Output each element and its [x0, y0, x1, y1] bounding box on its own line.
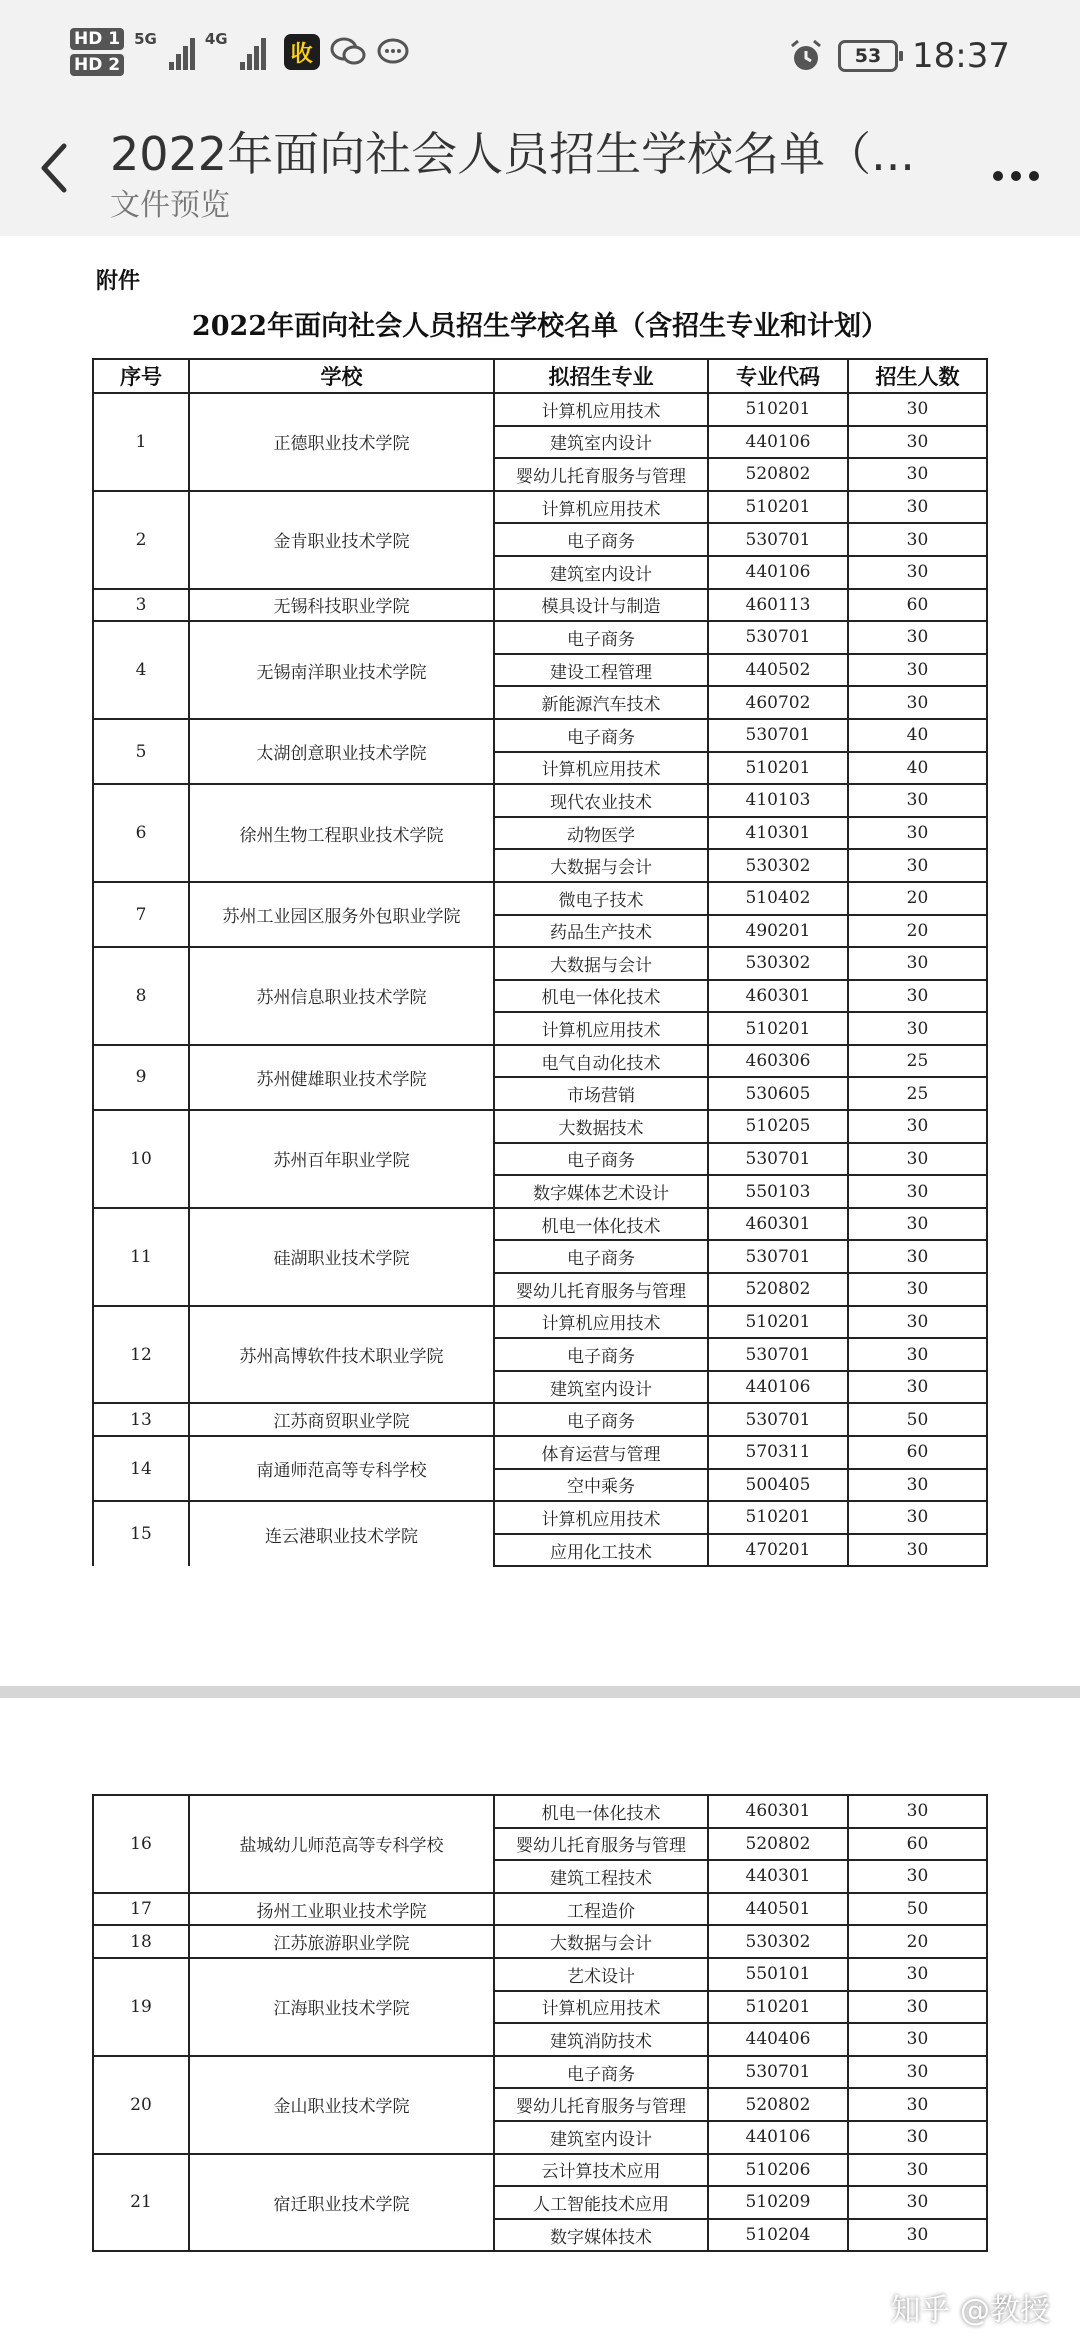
- cell-major: 建筑室内设计: [494, 2121, 708, 2154]
- cell-major: 电子商务: [494, 621, 708, 654]
- cell-major: 计算机应用技术: [494, 1306, 708, 1339]
- table-row: [93, 947, 987, 980]
- cell-count: 30: [848, 2121, 987, 2154]
- hd1-badge: HD 1: [70, 28, 124, 50]
- cell-count: 30: [848, 621, 987, 654]
- cell-school: 徐州生物工程职业技术学院: [189, 784, 494, 882]
- table-row: [93, 589, 987, 622]
- cell-school: 江苏旅游职业学院: [189, 1925, 494, 1958]
- header-school: 学校: [189, 359, 494, 393]
- cell-count: 30: [848, 1273, 987, 1306]
- cell-major: 电子商务: [494, 1143, 708, 1176]
- alarm-icon: [788, 38, 824, 74]
- signal-icon: [240, 34, 266, 70]
- table-row: [93, 784, 987, 817]
- cell-major: 电子商务: [494, 523, 708, 556]
- page-title: 2022年面向社会人员招生学校名单（...: [110, 127, 915, 181]
- cell-school: 扬州工业职业技术学院: [189, 1893, 494, 1926]
- cell-count: 50: [848, 1403, 987, 1436]
- cell-count: 30: [848, 1012, 987, 1045]
- cell-major: 新能源汽车技术: [494, 686, 708, 719]
- cell-code: 510201: [708, 1306, 848, 1339]
- cell-school: 苏州信息职业技术学院: [189, 947, 494, 1045]
- table-header: [93, 359, 987, 393]
- cell-code: 510206: [708, 2154, 848, 2187]
- cell-code: 530701: [708, 2056, 848, 2089]
- cell-count: 40: [848, 752, 987, 785]
- cell-school: 硅湖职业技术学院: [189, 1208, 494, 1306]
- cell-major: 婴幼儿托育服务与管理: [494, 458, 708, 491]
- signal-icon: [169, 34, 195, 70]
- cell-school: 江苏商贸职业学院: [189, 1403, 494, 1436]
- header-count: 招生人数: [848, 359, 987, 393]
- cell-count: 30: [848, 947, 987, 980]
- cell-major: 电子商务: [494, 1240, 708, 1273]
- cell-code: 520802: [708, 1828, 848, 1861]
- cell-code: 550103: [708, 1175, 848, 1208]
- cell-code: 460702: [708, 686, 848, 719]
- cell-major: 建筑工程技术: [494, 1860, 708, 1893]
- cell-major: 微电子技术: [494, 882, 708, 915]
- notification-app-icon: 收: [284, 34, 320, 70]
- cell-count: 30: [848, 2219, 987, 2252]
- cell-count: 30: [848, 1501, 987, 1534]
- table-row: [93, 1403, 987, 1436]
- clock: 18:37: [912, 36, 1010, 76]
- cell-major: 云计算技术应用: [494, 2154, 708, 2187]
- cell-count: 30: [848, 458, 987, 491]
- cell-code: 530302: [708, 947, 848, 980]
- cell-no: 13: [93, 1403, 189, 1436]
- cell-code: 460301: [708, 980, 848, 1013]
- cell-major: 计算机应用技术: [494, 491, 708, 524]
- cell-code: 410103: [708, 784, 848, 817]
- cell-major: 药品生产技术: [494, 915, 708, 948]
- cell-major: 模具设计与制造: [494, 589, 708, 622]
- cell-no: 19: [93, 1958, 189, 2056]
- cell-school: 盐城幼儿师范高等专科学校: [189, 1795, 494, 1893]
- more-icon[interactable]: [988, 156, 1044, 196]
- table-row: [93, 1208, 987, 1241]
- cell-major: 大数据与会计: [494, 947, 708, 980]
- cell-count: 30: [848, 556, 987, 589]
- cell-school: 正德职业技术学院: [189, 393, 494, 491]
- cell-count: 30: [848, 393, 987, 426]
- cell-count: 30: [848, 2088, 987, 2121]
- cell-count: 30: [848, 1469, 987, 1502]
- table-row: [93, 621, 987, 654]
- cell-no: 20: [93, 2056, 189, 2154]
- cell-count: 30: [848, 1371, 987, 1404]
- cell-school: 连云港职业技术学院: [189, 1501, 494, 1566]
- table-row: [93, 1501, 987, 1534]
- table-row: [93, 1306, 987, 1339]
- table-row: [93, 393, 987, 426]
- school-table-continued: [92, 1794, 988, 2252]
- school-table: [92, 358, 988, 1567]
- document-page-2[interactable]: [0, 1698, 1080, 2340]
- cell-code: 530701: [708, 1143, 848, 1176]
- wechat-icon: [330, 36, 366, 68]
- table-row: [93, 1045, 987, 1078]
- battery-indicator: 53: [838, 40, 898, 72]
- cell-major: 大数据技术: [494, 1110, 708, 1143]
- cell-count: 30: [848, 1534, 987, 1567]
- cell-major: 工程造价: [494, 1893, 708, 1926]
- cell-code: 530605: [708, 1077, 848, 1110]
- cell-code: 460301: [708, 1208, 848, 1241]
- cell-code: 440106: [708, 556, 848, 589]
- cell-count: 30: [848, 2186, 987, 2219]
- table-row: [93, 2056, 987, 2089]
- cell-major: 计算机应用技术: [494, 1991, 708, 2024]
- cell-major: 建筑消防技术: [494, 2023, 708, 2056]
- cell-count: 20: [848, 1925, 987, 1958]
- cell-count: 30: [848, 817, 987, 850]
- cell-code: 510205: [708, 1110, 848, 1143]
- cell-major: 人工智能技术应用: [494, 2186, 708, 2219]
- cell-code: 460113: [708, 589, 848, 622]
- cell-major: 婴幼儿托育服务与管理: [494, 1828, 708, 1861]
- table-row: [93, 719, 987, 752]
- cell-code: 410301: [708, 817, 848, 850]
- cell-count: 30: [848, 1240, 987, 1273]
- cell-code: 510209: [708, 2186, 848, 2219]
- cell-school: 金山职业技术学院: [189, 2056, 494, 2154]
- cell-count: 30: [848, 1860, 987, 1893]
- cell-code: 440301: [708, 1860, 848, 1893]
- cell-count: 30: [848, 491, 987, 524]
- cell-no: 7: [93, 882, 189, 947]
- network-4g-label: 4G: [204, 30, 228, 48]
- cell-code: 530701: [708, 1403, 848, 1436]
- cell-code: 470201: [708, 1534, 848, 1567]
- cell-count: 30: [848, 849, 987, 882]
- network-5g-label: 5G: [134, 30, 157, 48]
- cell-no: 4: [93, 621, 189, 719]
- header-no: 序号: [93, 359, 189, 393]
- cell-school: 苏州高博软件技术职业学院: [189, 1306, 494, 1404]
- cell-code: 440106: [708, 426, 848, 459]
- table-row: [93, 1893, 987, 1926]
- cell-count: 30: [848, 686, 987, 719]
- cell-count: 30: [848, 1795, 987, 1828]
- cell-school: 南通师范高等专科学校: [189, 1436, 494, 1501]
- cell-code: 570311: [708, 1436, 848, 1469]
- cell-major: 大数据与会计: [494, 1925, 708, 1958]
- document-title: 2022年面向社会人员招生学校名单（含招生专业和计划）: [191, 311, 889, 342]
- document-page-1[interactable]: [0, 236, 1080, 1686]
- cell-no: 8: [93, 947, 189, 1045]
- cell-code: 510201: [708, 1501, 848, 1534]
- watermark: 知乎 @教授: [890, 2293, 1050, 2328]
- cell-count: 30: [848, 654, 987, 687]
- cell-major: 艺术设计: [494, 1958, 708, 1991]
- cell-code: 440501: [708, 1893, 848, 1926]
- cell-no: 10: [93, 1110, 189, 1208]
- cell-major: 计算机应用技术: [494, 393, 708, 426]
- cell-count: 30: [848, 1958, 987, 1991]
- cell-count: 40: [848, 719, 987, 752]
- cell-major: 建设工程管理: [494, 654, 708, 687]
- cell-count: 30: [848, 1991, 987, 2024]
- app-bar: [0, 118, 1080, 236]
- cell-no: 14: [93, 1436, 189, 1501]
- cell-count: 30: [848, 2154, 987, 2187]
- cell-code: 510201: [708, 752, 848, 785]
- cell-code: 530701: [708, 1240, 848, 1273]
- cell-school: 苏州百年职业学院: [189, 1110, 494, 1208]
- cell-school: 宿迁职业技术学院: [189, 2154, 494, 2252]
- cell-no: 3: [93, 589, 189, 622]
- cell-no: 1: [93, 393, 189, 491]
- cell-major: 计算机应用技术: [494, 752, 708, 785]
- cell-no: 12: [93, 1306, 189, 1404]
- cell-major: 空中乘务: [494, 1469, 708, 1502]
- cell-major: 市场营销: [494, 1077, 708, 1110]
- table-row: [93, 2154, 987, 2187]
- cell-no: 15: [93, 1501, 189, 1566]
- cell-code: 500405: [708, 1469, 848, 1502]
- status-bar: [0, 0, 1080, 118]
- cell-no: 11: [93, 1208, 189, 1306]
- cell-count: 60: [848, 589, 987, 622]
- cell-no: 16: [93, 1795, 189, 1893]
- cell-major: 计算机应用技术: [494, 1012, 708, 1045]
- cell-code: 460306: [708, 1045, 848, 1078]
- hd2-badge: HD 2: [70, 54, 124, 76]
- cell-code: 520802: [708, 2088, 848, 2121]
- cell-major: 机电一体化技术: [494, 1208, 708, 1241]
- cell-code: 530302: [708, 1925, 848, 1958]
- cell-count: 30: [848, 980, 987, 1013]
- cell-no: 21: [93, 2154, 189, 2252]
- cell-major: 建筑室内设计: [494, 1371, 708, 1404]
- table-row: [93, 1925, 987, 1958]
- status-right: [788, 36, 1010, 76]
- cell-count: 30: [848, 1338, 987, 1371]
- cell-count: 30: [848, 2056, 987, 2089]
- cell-school: 太湖创意职业技术学院: [189, 719, 494, 784]
- cell-count: 30: [848, 1110, 987, 1143]
- table-row: [93, 491, 987, 524]
- cell-code: 440502: [708, 654, 848, 687]
- cell-major: 大数据与会计: [494, 849, 708, 882]
- cell-major: 电子商务: [494, 1338, 708, 1371]
- cell-count: 60: [848, 1436, 987, 1469]
- cell-count: 20: [848, 882, 987, 915]
- cell-count: 30: [848, 784, 987, 817]
- cell-major: 电气自动化技术: [494, 1045, 708, 1078]
- cell-code: 510201: [708, 1012, 848, 1045]
- cell-code: 550101: [708, 1958, 848, 1991]
- cell-major: 建筑室内设计: [494, 556, 708, 589]
- cell-major: 婴幼儿托育服务与管理: [494, 1273, 708, 1306]
- cell-code: 530701: [708, 621, 848, 654]
- cell-school: 苏州健雄职业技术学院: [189, 1045, 494, 1110]
- cell-major: 电子商务: [494, 719, 708, 752]
- header-major: 拟招生专业: [494, 359, 708, 393]
- header-code: 专业代码: [708, 359, 848, 393]
- page-subtitle: 文件预览: [110, 188, 230, 223]
- cell-school: 无锡科技职业学院: [189, 589, 494, 622]
- cell-count: 25: [848, 1077, 987, 1110]
- cell-count: 20: [848, 915, 987, 948]
- cell-school: 江海职业技术学院: [189, 1958, 494, 2056]
- cell-major: 婴幼儿托育服务与管理: [494, 2088, 708, 2121]
- cell-school: 金肯职业技术学院: [189, 491, 494, 589]
- cell-code: 510201: [708, 393, 848, 426]
- cell-count: 50: [848, 1893, 987, 1926]
- cell-major: 电子商务: [494, 2056, 708, 2089]
- cell-code: 530701: [708, 1338, 848, 1371]
- cell-major: 机电一体化技术: [494, 980, 708, 1013]
- cell-count: 25: [848, 1045, 987, 1078]
- cell-major: 现代农业技术: [494, 784, 708, 817]
- cell-code: 520802: [708, 458, 848, 491]
- cell-code: 440106: [708, 1371, 848, 1404]
- cell-count: 30: [848, 2023, 987, 2056]
- table-row: [93, 1795, 987, 1828]
- status-left: [70, 28, 412, 76]
- cell-major: 动物医学: [494, 817, 708, 850]
- cell-no: 5: [93, 719, 189, 784]
- table-row: [93, 1110, 987, 1143]
- cell-no: 17: [93, 1893, 189, 1926]
- cell-no: 18: [93, 1925, 189, 1958]
- cell-no: 9: [93, 1045, 189, 1110]
- cell-code: 520802: [708, 1273, 848, 1306]
- cell-major: 建筑室内设计: [494, 426, 708, 459]
- cell-count: 30: [848, 1175, 987, 1208]
- cell-school: 苏州工业园区服务外包职业学院: [189, 882, 494, 947]
- cell-count: 60: [848, 1828, 987, 1861]
- cell-code: 510204: [708, 2219, 848, 2252]
- table-row: [93, 882, 987, 915]
- cell-code: 440406: [708, 2023, 848, 2056]
- cell-count: 30: [848, 426, 987, 459]
- table-row: [93, 1436, 987, 1469]
- cell-code: 530302: [708, 849, 848, 882]
- back-arrow-icon[interactable]: [30, 138, 78, 198]
- cell-major: 应用化工技术: [494, 1534, 708, 1567]
- cell-major: 数字媒体艺术设计: [494, 1175, 708, 1208]
- cell-major: 体育运营与管理: [494, 1436, 708, 1469]
- cell-code: 510201: [708, 491, 848, 524]
- cell-code: 530701: [708, 523, 848, 556]
- cell-no: 2: [93, 491, 189, 589]
- cell-code: 510402: [708, 882, 848, 915]
- page-separator: [0, 1686, 1080, 1698]
- cell-count: 30: [848, 523, 987, 556]
- cell-count: 30: [848, 1208, 987, 1241]
- cell-major: 计算机应用技术: [494, 1501, 708, 1534]
- cell-code: 490201: [708, 915, 848, 948]
- attachment-label: 附件: [96, 268, 141, 294]
- cell-code: 510201: [708, 1991, 848, 2024]
- cell-code: 440106: [708, 2121, 848, 2154]
- cell-school: 无锡南洋职业技术学院: [189, 621, 494, 719]
- hd-indicators: [70, 28, 124, 76]
- cell-count: 30: [848, 1143, 987, 1176]
- table-row: [93, 1958, 987, 1991]
- chat-bubble-icon: [376, 36, 412, 68]
- cell-major: 机电一体化技术: [494, 1795, 708, 1828]
- cell-code: 460301: [708, 1795, 848, 1828]
- cell-code: 530701: [708, 719, 848, 752]
- cell-count: 30: [848, 1306, 987, 1339]
- cell-major: 电子商务: [494, 1403, 708, 1436]
- cell-no: 6: [93, 784, 189, 882]
- cell-major: 数字媒体技术: [494, 2219, 708, 2252]
